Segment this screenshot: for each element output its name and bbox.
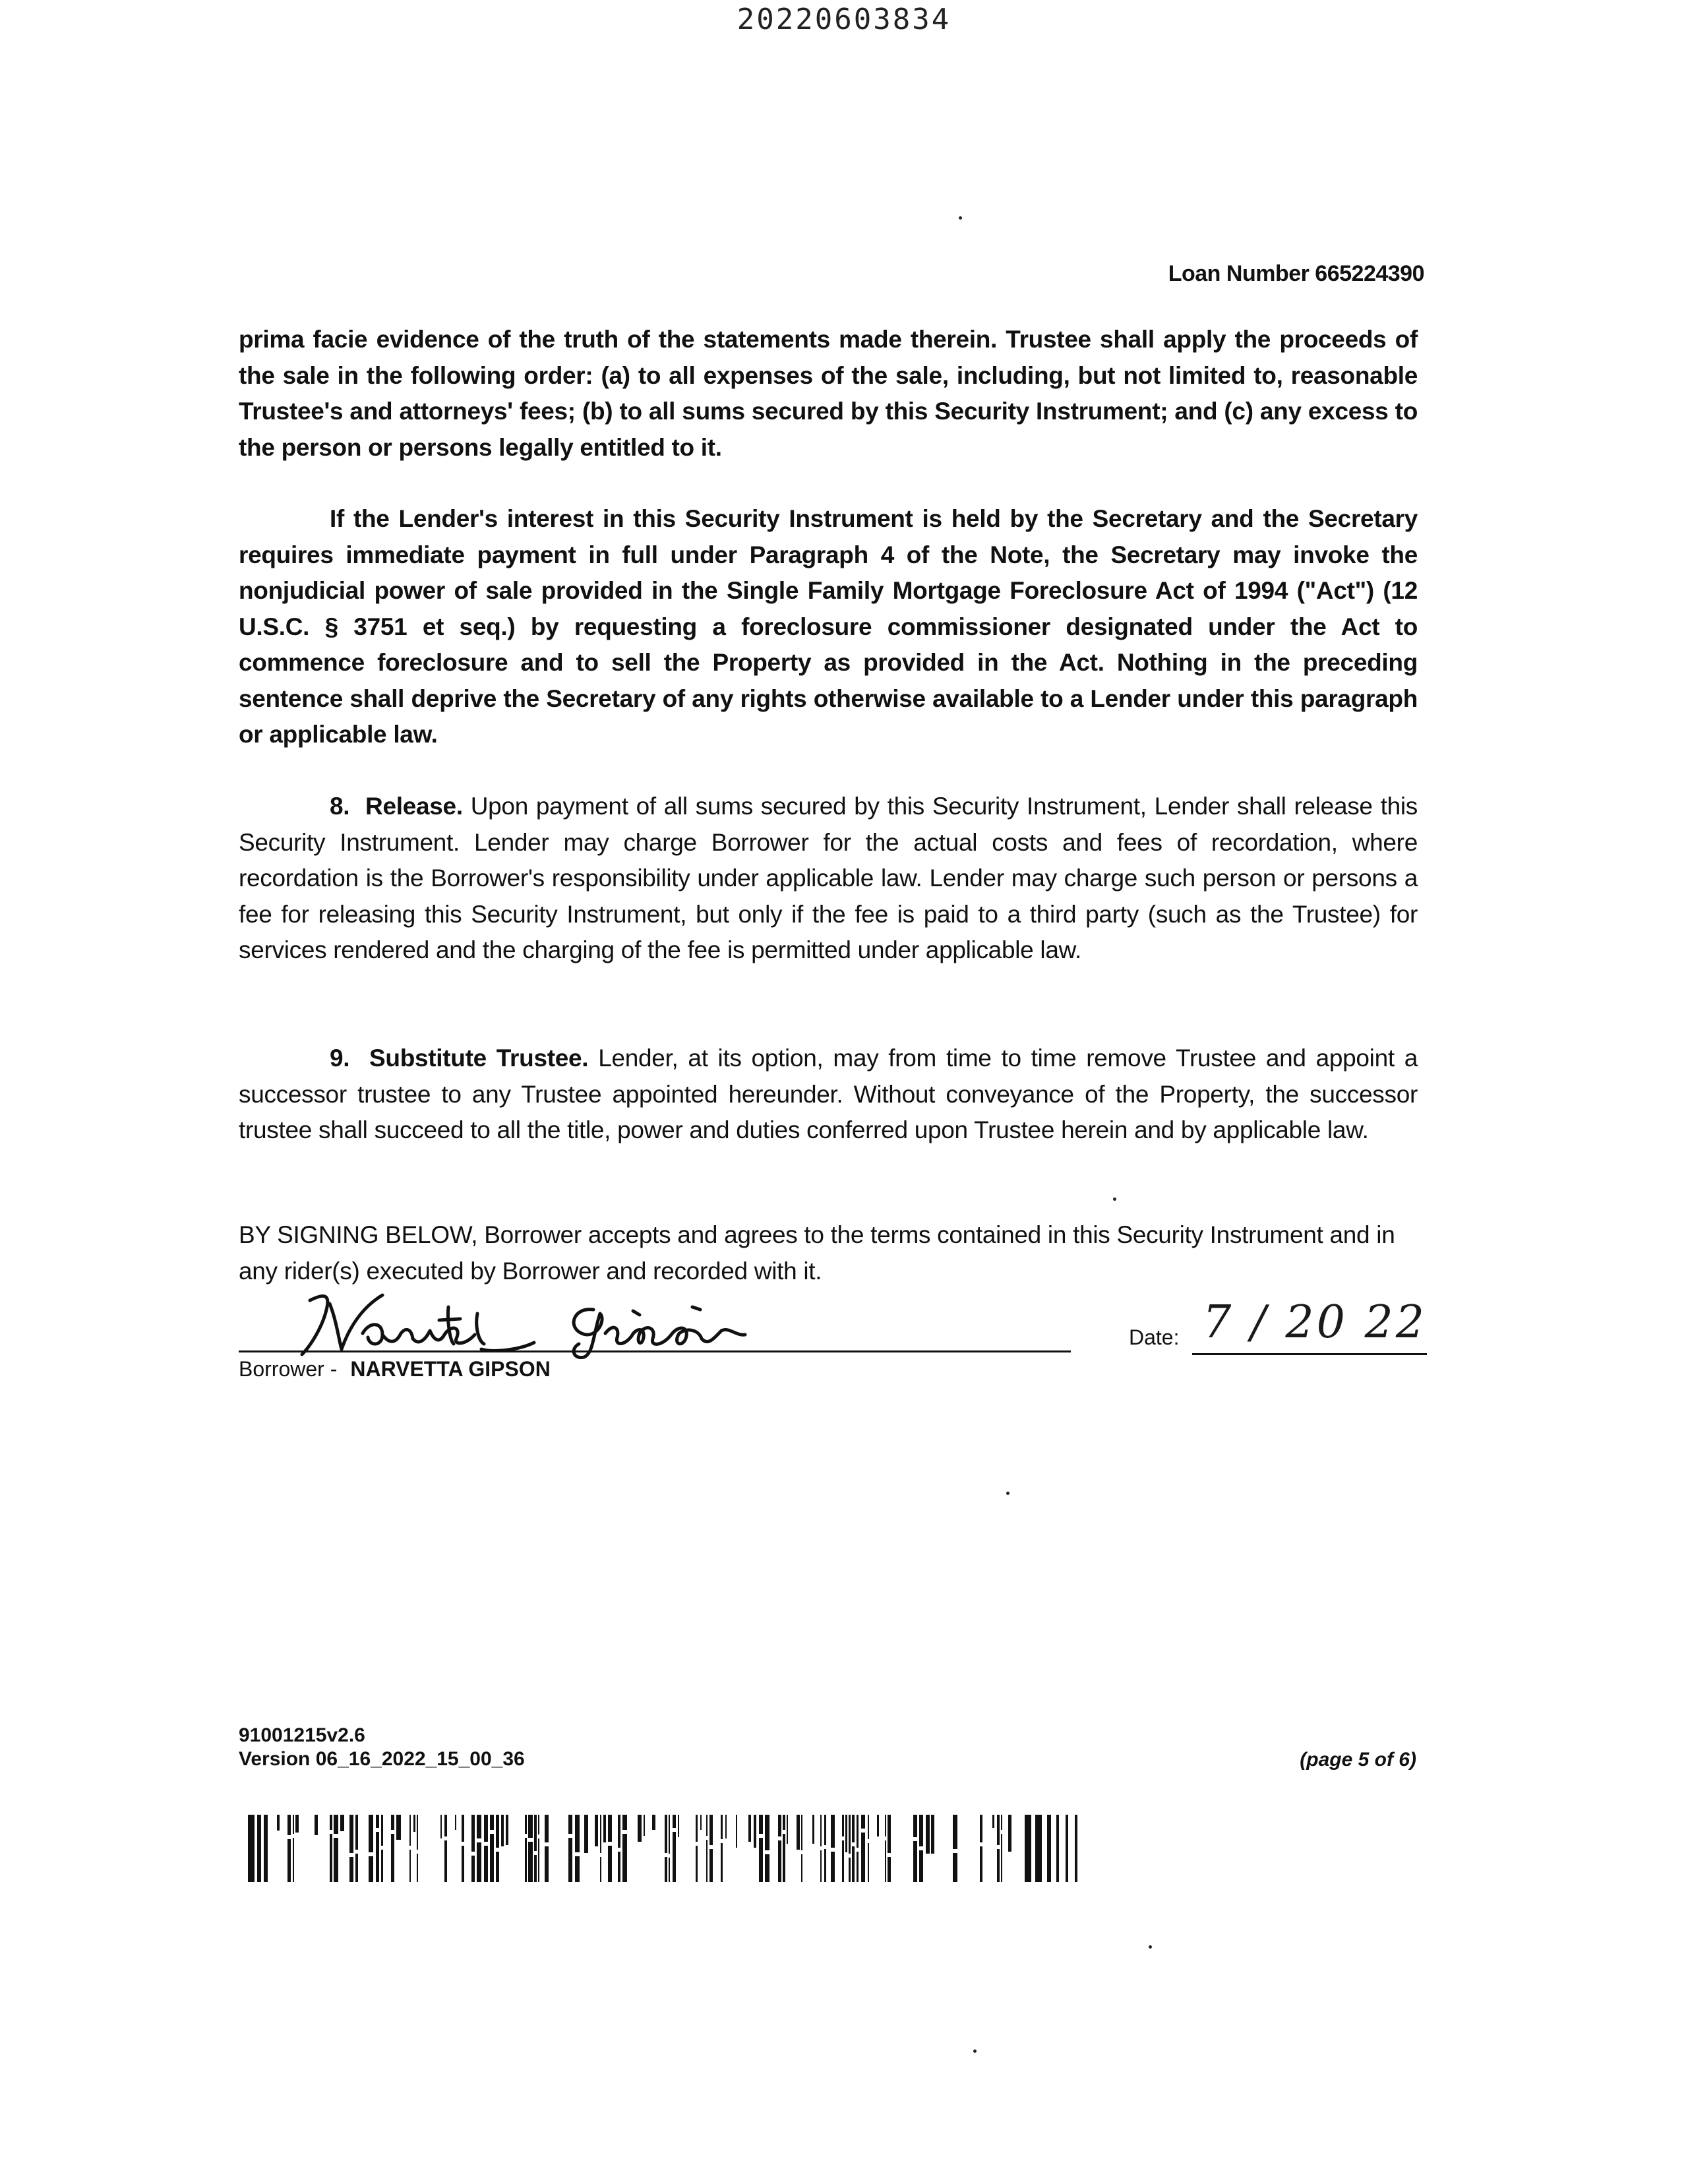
barcode-bar bbox=[355, 1854, 358, 1882]
barcode-bar bbox=[644, 1815, 645, 1836]
barcode-bar bbox=[868, 1843, 869, 1882]
date-label: Date: bbox=[1129, 1325, 1180, 1349]
barcode-bar bbox=[759, 1838, 763, 1882]
barcode-bar bbox=[618, 1852, 620, 1882]
barcode-bar bbox=[349, 1815, 353, 1853]
barcode-bar bbox=[545, 1815, 549, 1842]
barcode-bar bbox=[725, 1815, 727, 1838]
barcode-bar bbox=[1075, 1815, 1077, 1882]
barcode-bar bbox=[355, 1815, 358, 1850]
barcode-bar bbox=[638, 1815, 642, 1842]
barcode-bar bbox=[595, 1815, 598, 1846]
barcode-bar bbox=[669, 1858, 670, 1882]
barcode-bar bbox=[1035, 1815, 1042, 1882]
barcode-bar bbox=[997, 1849, 1000, 1882]
barcode-bar bbox=[1066, 1815, 1068, 1882]
section-9-title: Substitute Trustee. bbox=[369, 1045, 589, 1072]
barcode-bar bbox=[696, 1815, 698, 1842]
scan-speck bbox=[959, 216, 962, 220]
barcode-bar bbox=[391, 1834, 394, 1882]
barcode-bar bbox=[861, 1833, 865, 1882]
barcode-bar bbox=[417, 1815, 418, 1850]
borrower-signature-line bbox=[239, 1350, 1071, 1352]
barcode-bar bbox=[440, 1815, 442, 1838]
barcode-bar bbox=[334, 1838, 338, 1882]
barcode-bar bbox=[842, 1815, 844, 1836]
barcode-bar bbox=[534, 1815, 537, 1851]
section-9-substitute-trustee bbox=[239, 1041, 1418, 1149]
barcode-bar bbox=[953, 1853, 957, 1882]
barcode-bar bbox=[801, 1815, 802, 1850]
loan-number: Loan Number 665224390 bbox=[1168, 261, 1424, 286]
barcode-bar bbox=[721, 1843, 723, 1882]
barcode-bar bbox=[528, 1842, 533, 1882]
barcode-bar bbox=[471, 1856, 475, 1882]
barcode-bar bbox=[1025, 1815, 1031, 1882]
barcode-bar bbox=[444, 1840, 447, 1882]
barcode bbox=[248, 1815, 1099, 1882]
barcode-bar bbox=[861, 1815, 865, 1829]
barcode-bar bbox=[709, 1849, 713, 1882]
barcode-bar bbox=[820, 1850, 822, 1882]
barcode-bar bbox=[525, 1838, 527, 1882]
barcode-bar bbox=[600, 1815, 601, 1853]
barcode-bar bbox=[477, 1842, 481, 1882]
barcode-bar bbox=[824, 1849, 826, 1882]
barcode-bar bbox=[538, 1838, 539, 1882]
barcode-bar bbox=[608, 1815, 612, 1842]
barcode-bar bbox=[885, 1840, 886, 1882]
barcode-bar bbox=[913, 1841, 917, 1882]
barcode-bar bbox=[700, 1815, 702, 1830]
barcode-bar bbox=[462, 1846, 464, 1882]
barcode-bar bbox=[376, 1815, 379, 1828]
borrower-caption bbox=[239, 1357, 551, 1381]
barcode-bar bbox=[462, 1815, 464, 1842]
barcode-bar bbox=[709, 1815, 713, 1845]
barcode-bar bbox=[534, 1855, 537, 1882]
barcode-bar bbox=[1056, 1815, 1059, 1882]
form-id: 91001215v2.6 bbox=[239, 1724, 365, 1746]
barcode-bar bbox=[584, 1815, 588, 1853]
barcode-bar bbox=[857, 1815, 859, 1848]
barcode-bar bbox=[721, 1815, 723, 1839]
barcode-bar bbox=[787, 1815, 788, 1844]
barcode-bar bbox=[748, 1815, 751, 1842]
barcode-bar bbox=[673, 1815, 676, 1828]
barcode-bar bbox=[849, 1815, 851, 1854]
barcode-bar bbox=[877, 1815, 879, 1836]
barcode-bar bbox=[980, 1815, 982, 1842]
barcode-bar bbox=[369, 1815, 373, 1852]
borrower-label: Borrower - bbox=[239, 1357, 338, 1381]
barcode-bar bbox=[824, 1815, 826, 1845]
barcode-bar bbox=[1001, 1834, 1002, 1882]
barcode-bar bbox=[257, 1815, 261, 1882]
barcode-bar bbox=[277, 1815, 280, 1831]
barcode-bar bbox=[330, 1815, 332, 1830]
barcode-bar bbox=[759, 1815, 763, 1834]
barcode-bar bbox=[919, 1815, 923, 1846]
barcode-bar bbox=[496, 1815, 499, 1848]
barcode-bar bbox=[831, 1815, 835, 1848]
barcode-bar bbox=[913, 1815, 917, 1837]
document-number: 20220603834 bbox=[737, 3, 951, 36]
barcode-bar bbox=[471, 1815, 475, 1852]
barcode-bar bbox=[409, 1850, 411, 1882]
barcode-bar bbox=[997, 1815, 1000, 1845]
section-8-text: Upon payment of all sums secured by this Security Instrument, Lender shall release this Security Instrument. Lender may charge Borrower for the actual costs and fees of recordation, where recordation is the Borrower's responsibility under applicable law. Lender may charge such person or persons a fee for releasing this Security Instrument, but only if the fee is paid to a third party (such as the Trustee) for services rendered and the charging of the fee is permitted under applicable law. bbox=[239, 793, 1418, 963]
scan-speck bbox=[1113, 1198, 1116, 1201]
barcode-bar bbox=[801, 1854, 802, 1882]
borrower-signature bbox=[284, 1281, 785, 1360]
section-8-release bbox=[239, 789, 1418, 969]
signing-statement: BY SIGNING BELOW, Borrower accepts and agrees to the terms contained in this Security Instrument and in any rider(s) executed by Borrower and recorded with it. bbox=[239, 1221, 1395, 1285]
barcode-bar bbox=[528, 1815, 533, 1838]
borrower-name: NARVETTA GIPSON bbox=[350, 1357, 551, 1381]
barcode-bar bbox=[396, 1815, 401, 1840]
barcode-bar bbox=[622, 1834, 627, 1882]
barcode-bar bbox=[501, 1815, 504, 1846]
scan-speck bbox=[1149, 1945, 1152, 1949]
barcode-bar bbox=[852, 1846, 855, 1882]
barcode-bar bbox=[706, 1815, 708, 1836]
barcode-bar bbox=[765, 1815, 769, 1850]
barcode-bar bbox=[1047, 1815, 1051, 1882]
barcode-bar bbox=[484, 1846, 488, 1882]
barcode-bar bbox=[926, 1815, 930, 1854]
barcode-bar bbox=[315, 1815, 318, 1835]
date-handwritten: 7 / 20 22 bbox=[1203, 1296, 1428, 1349]
barcode-bar bbox=[888, 1857, 891, 1882]
barcode-bar bbox=[568, 1815, 572, 1834]
barcode-bar bbox=[845, 1815, 847, 1852]
scan-speck bbox=[1006, 1492, 1010, 1495]
barcode-bar bbox=[381, 1815, 383, 1846]
barcode-bar bbox=[888, 1815, 891, 1853]
barcode-bar bbox=[778, 1840, 781, 1882]
barcode-bar bbox=[706, 1840, 708, 1882]
barcode-bar bbox=[369, 1856, 373, 1882]
page-indicator: (page 5 of 6) bbox=[1300, 1749, 1416, 1771]
section-8-number: 8. bbox=[330, 793, 350, 820]
barcode-bar bbox=[783, 1815, 785, 1830]
barcode-bar bbox=[293, 1838, 294, 1882]
barcode-bar bbox=[665, 1815, 667, 1853]
barcode-bar bbox=[608, 1846, 612, 1882]
barcode-bar bbox=[812, 1815, 814, 1844]
barcode-bar bbox=[980, 1846, 982, 1882]
barcode-bar bbox=[575, 1856, 580, 1882]
barcode-bar bbox=[330, 1834, 332, 1882]
barcode-bar bbox=[545, 1846, 549, 1882]
barcode-bar bbox=[842, 1840, 844, 1882]
barcode-bar bbox=[618, 1815, 620, 1848]
version-line: Version 06_16_2022_15_00_36 bbox=[239, 1748, 525, 1770]
barcode-bar bbox=[490, 1834, 494, 1882]
section-9-number: 9. bbox=[330, 1045, 350, 1072]
barcode-bar bbox=[349, 1857, 353, 1882]
barcode-bar bbox=[931, 1815, 934, 1854]
barcode-bar bbox=[391, 1815, 394, 1830]
barcode-bar bbox=[409, 1815, 411, 1846]
barcode-bar bbox=[765, 1854, 769, 1882]
barcode-bar bbox=[490, 1815, 494, 1830]
barcode-bar bbox=[295, 1815, 299, 1833]
barcode-bar bbox=[538, 1815, 539, 1835]
barcode-bar bbox=[1008, 1815, 1011, 1852]
barcode-bar bbox=[885, 1815, 886, 1836]
paragraph-secretary-power-of-sale: If the Lender's interest in this Security Instrument is held by the Secretary and the Secretary requires immediate payment in full under Paragraph 4 of the Note, the Secretary may invoke the nonjudicial power of sale provided in the Single Family Mortgage Foreclosure Act of 1994 ("Act") (12 U.S.C. § 3751 et seq.) by requesting a foreclosure commissioner designated under the Act to commence foreclosure and to sell the Property as provided in the Act. Nothing in the preceding sentence shall deprive the Secretary of any rights otherwise available to a Lender under this paragraph or applicable law. bbox=[239, 505, 1418, 748]
barcode-bar bbox=[622, 1815, 627, 1830]
barcode-bar bbox=[264, 1815, 268, 1882]
barcode-bar bbox=[444, 1815, 447, 1836]
barcode-bar bbox=[477, 1815, 481, 1838]
barcode-bar bbox=[678, 1815, 679, 1837]
barcode-bar bbox=[736, 1815, 737, 1848]
barcode-bar bbox=[455, 1815, 456, 1830]
barcode-bar bbox=[575, 1815, 580, 1852]
barcode-bar bbox=[417, 1854, 418, 1882]
section-9-text: Lender, at its option, may from time to time remove Trustee and appoint a successor trustee to any Trustee appointed hereunder. Without conveyance of the Property, the successor trustee shall succeed to all the title, power and duties conferred upon Trustee herein and by applicable law. bbox=[239, 1045, 1418, 1143]
barcode-bar bbox=[484, 1815, 488, 1842]
barcode-bar bbox=[673, 1832, 676, 1882]
barcode-bar bbox=[287, 1839, 291, 1882]
barcode-bar bbox=[797, 1815, 800, 1850]
barcode-bar bbox=[669, 1815, 670, 1854]
barcode-bar bbox=[496, 1852, 499, 1882]
barcode-bar bbox=[603, 1815, 606, 1842]
barcode-bar bbox=[992, 1815, 994, 1828]
barcode-bar bbox=[849, 1858, 851, 1882]
barcode-bar bbox=[287, 1815, 291, 1835]
barcode-bar bbox=[852, 1815, 855, 1842]
barcode-bar bbox=[857, 1852, 859, 1882]
barcode-bar bbox=[293, 1815, 294, 1834]
barcode-bar bbox=[754, 1815, 756, 1848]
barcode-bar bbox=[783, 1834, 785, 1882]
barcode-bar bbox=[919, 1850, 923, 1882]
barcode-bar bbox=[820, 1815, 822, 1846]
section-8-title: Release. bbox=[365, 793, 463, 820]
barcode-bar bbox=[413, 1815, 415, 1832]
barcode-bar bbox=[340, 1815, 344, 1831]
barcode-bar bbox=[248, 1815, 255, 1882]
barcode-bar bbox=[778, 1815, 781, 1836]
barcode-bar bbox=[831, 1852, 835, 1882]
barcode-bar bbox=[568, 1838, 572, 1882]
barcode-bar bbox=[525, 1815, 527, 1834]
barcode-bar bbox=[334, 1815, 338, 1834]
barcode-bar bbox=[696, 1846, 698, 1882]
barcode-bar bbox=[665, 1857, 667, 1882]
barcode-bar bbox=[1001, 1815, 1002, 1830]
barcode-bar bbox=[376, 1832, 379, 1882]
barcode-bar bbox=[600, 1857, 601, 1882]
date-line bbox=[1192, 1353, 1427, 1355]
paragraph-sale-proceeds: prima facie evidence of the truth of the statements made therein. Trustee shall apply the proceeds of the sale in the following order: (a) to all expenses of the sale, including, but not limited to, reasonable Trustee's and attorneys' fees; (b) to all sums secured by this Security Instrument; and (c) any excess to the person or persons legally entitled to it. bbox=[239, 326, 1418, 461]
barcode-bar bbox=[381, 1850, 383, 1882]
barcode-bar bbox=[506, 1815, 508, 1845]
barcode-bar bbox=[868, 1815, 869, 1839]
barcode-bar bbox=[652, 1815, 655, 1830]
scan-speck bbox=[973, 2049, 977, 2053]
barcode-bar bbox=[953, 1815, 957, 1849]
